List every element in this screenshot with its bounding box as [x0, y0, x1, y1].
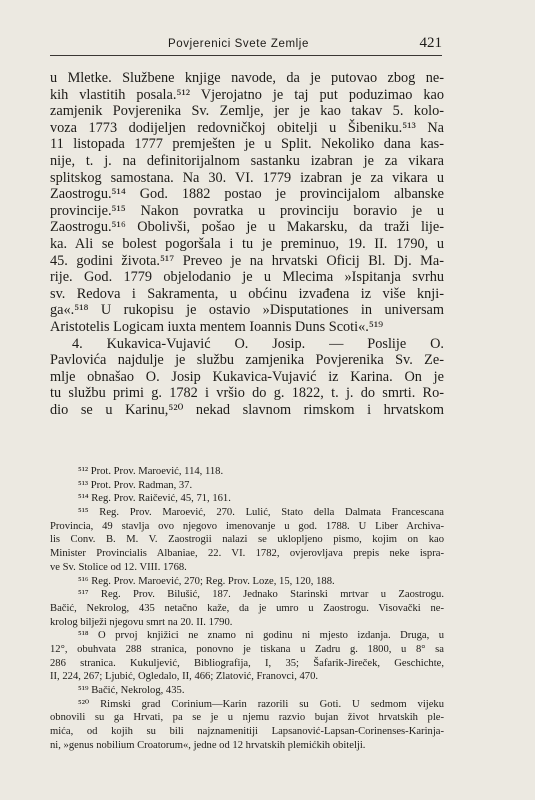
text-line: Zaostrogu.⁵¹⁴ God. 1882 postao je provincijalom albanske — [50, 186, 444, 203]
header-rule — [50, 55, 442, 56]
footnote-line: 286 stranica. Kukuljević, Bibliografija, I, 35; Šafarik-Jireček, Geschichte, — [50, 657, 444, 669]
footnote-line: ⁵²⁰ Rimski grad Corinium—Karin razorili su Goti. U sedmom vijeku — [78, 698, 444, 710]
text-line: voza 1773 dodijeljen redovničkoj obitelji u Šibeniku.⁵¹³ Na — [50, 119, 444, 136]
footnotes — [50, 465, 444, 752]
footnote-line: ⁵¹⁶ Reg. Prov. Maroević, 270; Reg. Prov. Loze, 15, 120, 188. — [78, 575, 335, 587]
footnote-line: obnovili su ga Hrvati, pa se je u njemu razvio bujan život hrvatskih ple- — [50, 712, 444, 724]
text-line: 11 listopada 1777 premješten je u Split. Nekoliko dana kas- — [50, 136, 444, 153]
text-line: sv. Redova i Sakramenta, u obćinu izvađena iz više knji- — [50, 285, 444, 302]
text-line: ga«.⁵¹⁸ U rukopisu je ostavio »Disputationes in universam — [50, 302, 444, 319]
footnote-line: mića, od kojih su bili najznamenitiji Lapsanović-Lapsan-Corinenses-Karinja- — [50, 726, 444, 738]
text-line: Zaostrogu.⁵¹⁶ Obolivši, pošao je u Makarsku, da traži lije- — [50, 219, 444, 236]
footnote-line: ni, »genus nobilium Croatorum«, jedne od 12 hrvatskih plemićkih obitelji. — [50, 739, 366, 751]
text-line: tu službu primi g. 1782 i vršio do g. 1822, t. j. do smrti. Ro- — [50, 385, 444, 402]
footnote-line: lis Conv. B. M. V. Zaostrogii nalazi se uklopljeno pismo, kojim on kao — [50, 534, 444, 546]
footnote-line: Provincia, 49 stavlja ovo njegovo imenovanje u god. 1788. U Liber Archiva- — [50, 520, 444, 532]
footnote-line: ⁵¹⁵ Reg. Prov. Maroević, 270. Lulić, Stato della Dalmata Francescana — [78, 507, 444, 519]
text-line: provincije.⁵¹⁵ Nakon povratka u provinciju boravio je u — [50, 202, 444, 219]
footnote-line: krolog bilježi njegovu smrt na 20. II. 1790. — [50, 616, 233, 628]
footnote-line: Minister Provincialis Albaniae, 22. VI. 1782, ovjerovljava prepis neke ispra- — [50, 548, 444, 560]
text-line: zamjenik Povjerenika Sv. Zemlje, jer je kao takav 5. kolo- — [50, 103, 444, 120]
text-line: ka. Ali se bolest pogoršala i tu je preminuo, 19. II. 1790, u — [50, 235, 444, 252]
footnote-line: ⁵¹³ Prot. Prov. Radman, 37. — [78, 479, 193, 491]
main-text — [50, 70, 444, 418]
page-header — [50, 36, 442, 54]
footnote-line: ⁵¹⁴ Reg. Prov. Raičević, 45, 71, 161. — [78, 493, 231, 505]
footnote-line: ⁵¹⁸ O prvoj knjižici ne znamo ni godinu ni mjesto izdanja. Druga, u — [78, 630, 444, 642]
footnote-line: ⁵¹² Prot. Prov. Maroević, 114, 118. — [78, 466, 224, 477]
text-line: dio se u Karinu,⁵²⁰ nekad slavnom rimskom i hrvatskom — [50, 401, 444, 418]
page-number: 421 — [419, 35, 442, 51]
footnote-line: ve Sv. Stolice od 12. VIII. 1768. — [50, 561, 187, 573]
footnote-line: ⁵¹⁷ Reg. Prov. Bilušić, 187. Jednako Starinski mrtvar u Zaostrogu. — [78, 589, 444, 601]
text-line: mlje obnašao O. Josip Kukavica-Vujavić iz Karina. On je — [50, 368, 444, 385]
footnote-line: Bačić, Nekrolog, 435 netačno kaže, da je umro u Zaostrogu. Visovački ne- — [50, 602, 444, 614]
text-line: rije. God. 1779 objelodanio je u Mlecima »Ispitanja svrhu — [50, 269, 444, 286]
footnote-line: ⁵¹⁹ Bačić, Nekrolog, 435. — [78, 685, 185, 696]
text-line: u Mletke. Službene knjige navode, da je putovao zbog ne- — [50, 70, 444, 86]
running-title: Povjerenici Svete Zemlje — [168, 38, 309, 50]
text-line: splitskog samostana. Na 30. VI. 1779 izabran je za vikara u — [50, 169, 444, 186]
section-heading-line: 4. Kukavica-Vujavić O. Josip. — Poslije O. — [72, 335, 444, 352]
text-line: kih vlastitih posala.⁵¹² Vjerojatno je taj put poduzimao kao — [50, 86, 444, 103]
text-line: 45. godini života.⁵¹⁷ Preveo je na hrvatski Oficij Bl. Dj. Ma- — [50, 252, 444, 269]
text-line: Pavlovića najdulje je službu zamjenika Povjerenika Sv. Ze- — [50, 352, 444, 369]
footnote-line: II, 224, 267; Ljubić, Ogledalo, II, 466; Zlatović, Franovci, 470. — [50, 671, 319, 683]
text-line: Aristotelis Logicam iuxta mentem Ioannis Duns Scoti«.⁵¹⁹ — [50, 318, 384, 335]
text-line: nije, t. j. na definitorijalnom sastanku izabran je za vikara — [50, 152, 444, 169]
footnote-line: 12°, obuhvata 288 stranica, ponovno je tiskana u Zadru g. 1800, u 8° sa — [50, 643, 444, 655]
